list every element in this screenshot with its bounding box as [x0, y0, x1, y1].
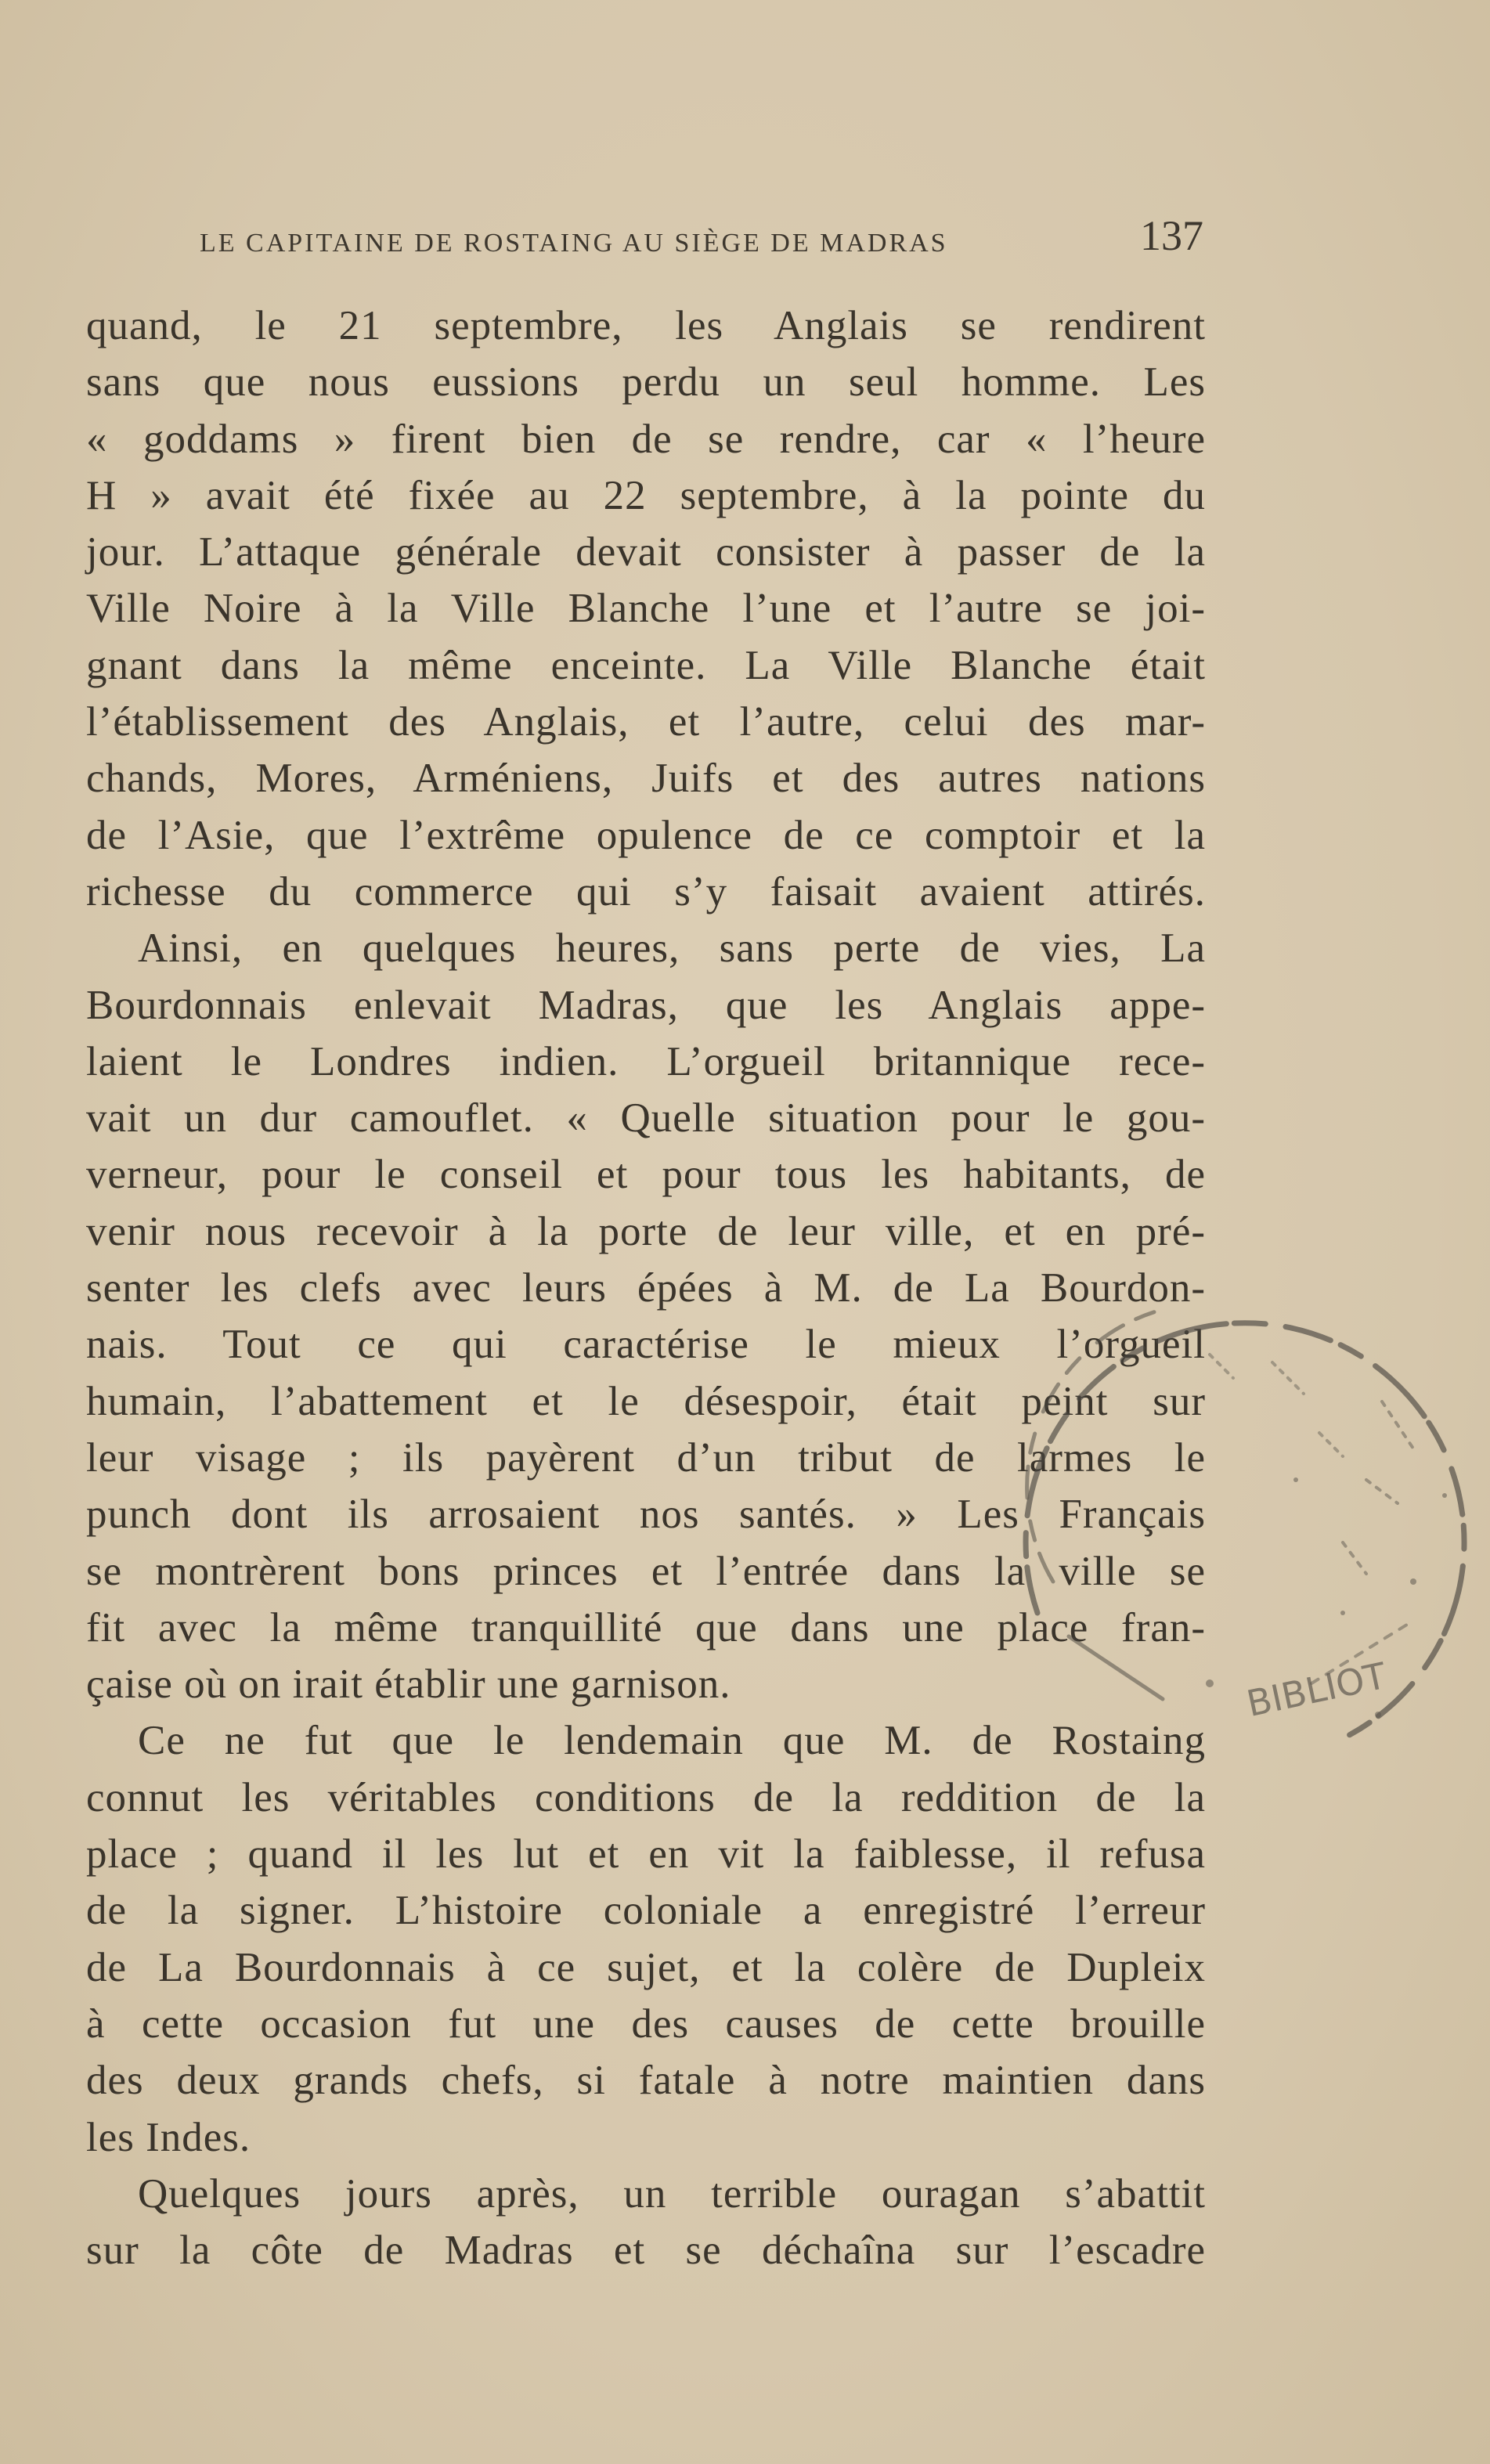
page-number: 137 — [1140, 212, 1203, 259]
text-line: à cette occasion fut une des causes de cette brouille — [86, 2000, 1206, 2047]
text-line: vait un dur camouflet. « Quelle situation pour le gou- — [86, 1095, 1206, 1142]
text-line: richesse du commerce qui s’y faisait avaient attirés. — [86, 868, 1206, 915]
text-line: Ainsi, en quelques heures, sans perte de vies, La — [138, 925, 1206, 972]
text-line: Ce ne fut que le lendemain que M. de Rostaing — [138, 1718, 1206, 1764]
text-line: sans que nous eussions perdu un seul homme. Les — [86, 359, 1206, 406]
text-line: laient le Londres indien. L’orgueil britannique rece- — [86, 1038, 1206, 1084]
text-line: des deux grands chefs, si fatale à notre maintien dans — [86, 2058, 1206, 2104]
text-line: punch dont ils arrosaient nos santés. » Les Français — [86, 1492, 1206, 1538]
text-line: Quelques jours après, un terrible ouragan s’abattit — [138, 2170, 1206, 2217]
running-title: LE CAPITAINE DE ROSTAING AU SIÈGE DE MADRAS — [200, 229, 948, 258]
text-line: connut les véritables conditions de la reddition de la — [86, 1774, 1206, 1820]
text-line: chands, Mores, Arméniens, Juifs et des autres nations — [86, 756, 1206, 802]
paragraph-2 — [86, 920, 1206, 1712]
text-line: venir nous recevoir à la porte de leur ville, et en pré- — [86, 1208, 1206, 1254]
text-line: leur visage ; ils payèrent d’un tribut de larmes le — [86, 1434, 1206, 1481]
text-line: quand, le 21 septembre, les Anglais se rendirent — [86, 303, 1206, 348]
text-line: fit avec la même tranquillité que dans une place fran- — [86, 1604, 1206, 1650]
text-line: gnant dans la même enceinte. La Ville Blanche était — [86, 642, 1206, 688]
text-line: l’établissement des Anglais, et l’autre, celui des mar- — [86, 699, 1206, 745]
text-line: jour. L’attaque générale devait consister à passer de la — [86, 529, 1206, 575]
text-line: place ; quand il les lut et en vit la faiblesse, il refusa — [86, 1831, 1206, 1878]
running-head — [200, 211, 1203, 266]
text-line: sur la côte de Madras et se déchaîna sur l’escadre — [86, 2228, 1206, 2274]
paragraph-4 — [86, 2166, 1206, 2279]
text-line: de la signer. L’histoire coloniale a enregistré l’erreur — [86, 1888, 1206, 1934]
text-line: nais. Tout ce qui caractérise le mieux l’orgueil — [86, 1322, 1206, 1368]
text-line: Ville Noire à la Ville Blanche l’une et l’autre se joi- — [86, 586, 1206, 632]
text-line: se montrèrent bons princes et l’entrée dans la ville se — [86, 1548, 1206, 1594]
text-line: çaise où on irait établir une garnison. — [86, 1661, 731, 1708]
text-line: Bourdonnais enlevait Madras, que les Anglais appe- — [86, 982, 1206, 1028]
text-line: humain, l’abattement et le désespoir, était peint sur — [86, 1378, 1206, 1424]
text-line: de La Bourdonnais à ce sujet, et la colère de Dupleix — [86, 1944, 1206, 1990]
text-line: « goddams » firent bien de se rendre, car « l’heure — [86, 416, 1206, 462]
paragraph-3 — [86, 1712, 1206, 2165]
text-line: verneur, pour le conseil et pour tous les habitants, de — [86, 1152, 1206, 1198]
text-line: senter les clefs avec leurs épées à M. de La Bourdon- — [86, 1265, 1206, 1311]
stamp-text: BIBLIOT — [1243, 1654, 1391, 1726]
text-line: de l’Asie, que l’extrême opulence de ce comptoir et la — [86, 812, 1206, 858]
text-line: H » avait été fixée au 22 septembre, à la pointe du — [86, 472, 1206, 518]
text-line: les Indes. — [86, 2114, 251, 2160]
paragraph-1 — [86, 298, 1206, 920]
body-text — [86, 298, 1206, 2278]
